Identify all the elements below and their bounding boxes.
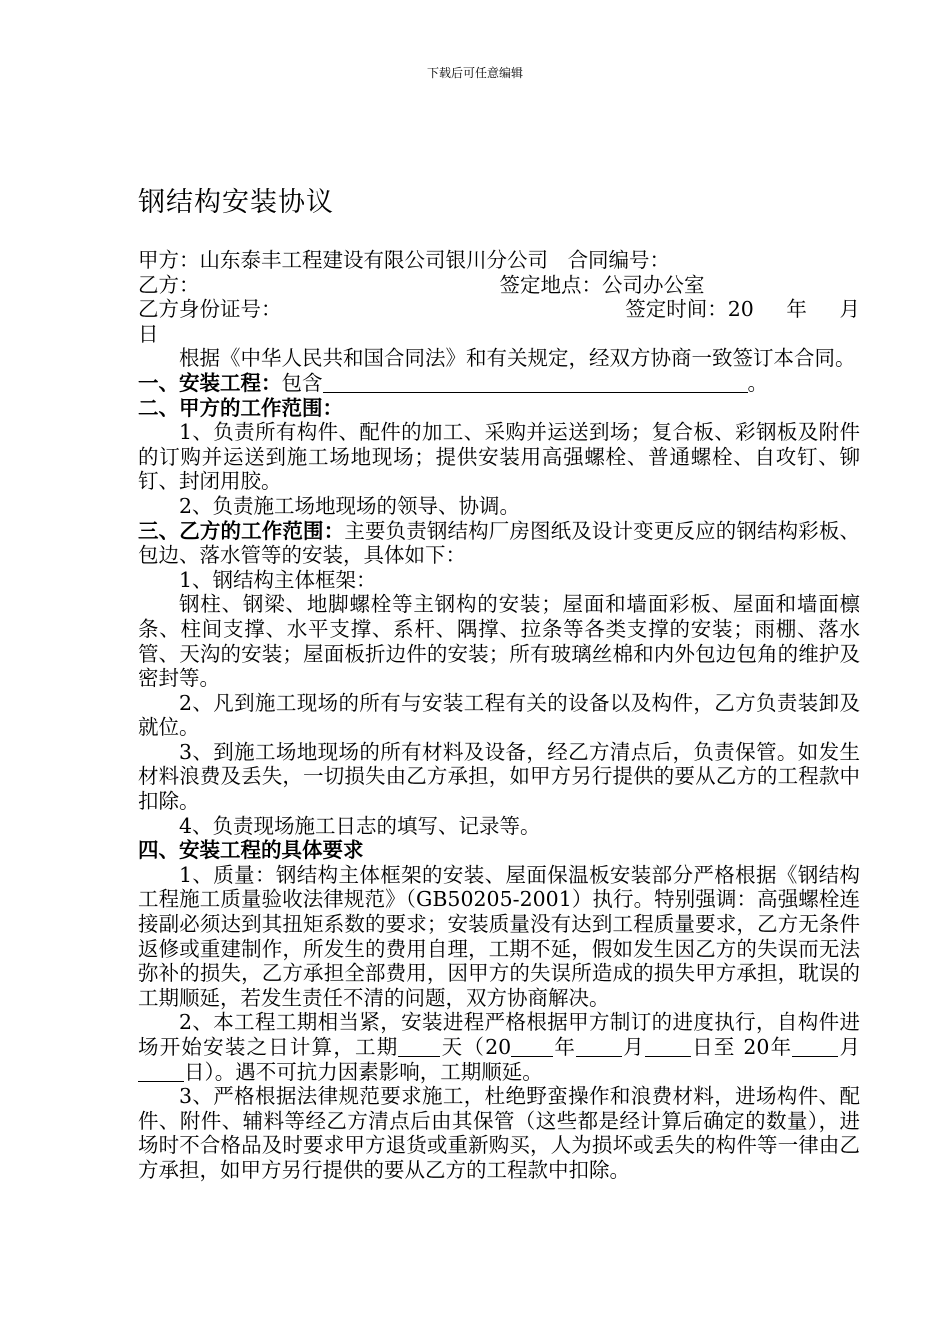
section1-suffix: 。 (747, 370, 768, 395)
intro-paragraph: 根据《中华人民共和国合同法》和有关规定，经双方协商一致签订本合同。 (179, 346, 856, 371)
party-b-id-line (138, 297, 860, 322)
section3-sub1-detail: 钢柱、钢梁、地脚螺栓等主钢构的安装；屋面和墙面彩板、屋面和墙面檩条、柱间支撑、水平支撑、系杆、隅撑、拉条等各类支撑的安装；雨棚、落水管、天沟的安装；屋面板折边件的安装；所有玻璃丝棉和内外包边包角的维护及密封等。 (138, 592, 860, 691)
start-year-blank (511, 1036, 553, 1057)
section3-item-4: 4、负责现场施工日志的填写、记录等。 (179, 813, 541, 838)
sign-place-label: 签定地点： (499, 272, 602, 297)
end-month-blank (792, 1036, 838, 1057)
sign-date-day: 日 (138, 321, 159, 346)
sign-place-value: 公司办公室 (602, 272, 705, 297)
section4-heading: 四、安装工程的具体要求 (138, 838, 364, 863)
party-a-line (138, 248, 860, 273)
duration-days-blank (398, 1036, 440, 1057)
section4-item-3: 3、严格根据法律规范要求施工，杜绝野蛮操作和浪费材料，进场构件、配件、附件、辅料等经乙方清点后由其保管（这些都是经计算后确定的数量），进场时不合格品及时要求甲方退货或重新购买，人为损坏或丢失的构件等一律由乙方承担，如甲方另行提供的要从乙方的工程款中扣除。 (138, 1084, 860, 1182)
document-title: 钢结构安装协议 (138, 187, 334, 218)
section3-item-2: 2、凡到施工现场的所有与安装工程有关的设备以及构件，乙方负责装卸及就位。 (138, 690, 860, 740)
start-month-blank (576, 1036, 622, 1057)
section1-prefix: 包含 (281, 370, 323, 395)
party-a-name: 山东泰丰工程建设有限公司银川分公司 (199, 248, 548, 272)
party-b-id-label: 乙方身份证号： (138, 297, 282, 322)
section3 (138, 519, 860, 568)
end-day-blank (138, 1061, 184, 1082)
section1-heading: 一、安装工程： (138, 370, 282, 395)
sign-date: 签定时间：20 年 月 (625, 297, 860, 322)
party-a-label: 甲方： (138, 248, 200, 272)
document-body (138, 248, 860, 1183)
section3-sub1: 1、钢结构主体框架： (179, 567, 377, 592)
contract-no-label: 合同编号： (567, 248, 671, 272)
section1-blank (323, 372, 748, 393)
section3-item-3: 3、到施工场地现场的所有材料及设备，经乙方清点后，负责保管。如发生材料浪费及丢失，一切损失由乙方承担，如甲方另行提供的要从乙方的工程款中扣除。 (138, 739, 860, 814)
page-header-note: 下载后可任意编辑 (426, 66, 523, 80)
section2-item-2: 2、负责施工场地现场的领导、协调。 (179, 493, 521, 518)
start-day-blank (645, 1036, 691, 1057)
section4-item-1: 1、质量：钢结构主体框架的安装、屋面保温板安装部分严格根据《钢结构工程施工质量验收法律规范》（GB50205-2001）执行。特别强调：高强螺栓连接副必须达到其扭矩系数的要求；安装质量没有达到工程质量要求，乙方无条件返修或重建制作，所发生的费用自理，工期不延，假如发生因乙方的失误而无法弥补的损失，乙方承担全部费用，因甲方的失误所造成的损失甲方承担，耽误的工期顺延，若发生责任不清的问题，双方协商解决。 (138, 862, 860, 1010)
party-b-line (138, 273, 860, 298)
section3-heading: 三、乙方的工作范围： (138, 518, 345, 543)
party-b-label: 乙方： (138, 272, 200, 297)
section1 (138, 371, 860, 396)
section2-heading: 二、甲方的工作范围： (138, 395, 343, 420)
section2-item-1: 1、负责所有构件、配件的加工、采购并运送到场；复合板、彩钢板及附件的订购并运送到施工场地现场；提供安装用高强螺栓、普通螺栓、自攻钉、铆钉、封闭用胶。 (138, 420, 860, 494)
section3-lead: 主要负责钢结构厂房图纸及设计变更反应的钢结构彩板、包边、落水管等的安装，具体如下： (138, 518, 861, 568)
section4-item-2: 2、本工程工期相当紧，安装进程严格根据甲方制订的进度执行，自构件进场开始安装之日计算，工期 天（20 年 月 日至 20年 月日）。遇不可抗力因素影响，工期顺延。 (138, 1010, 861, 1084)
